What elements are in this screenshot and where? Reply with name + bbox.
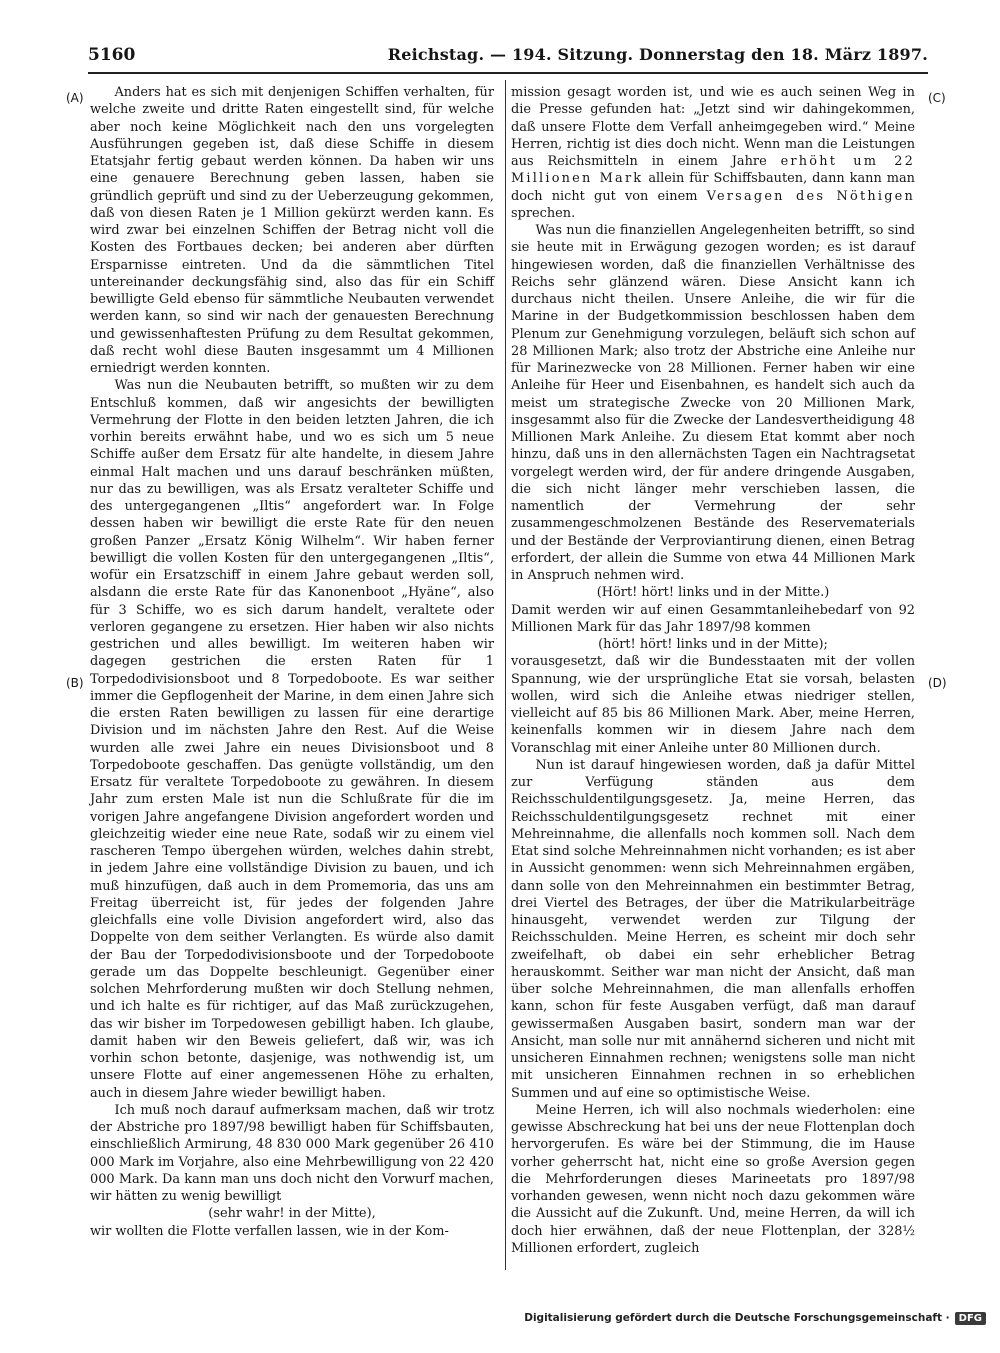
interjection: (hört! hört! links und in der Mitte);: [598, 637, 828, 652]
footer-credit: [524, 1312, 986, 1325]
left-column: [90, 84, 494, 1240]
paragraph: wir wollten die Flotte verfallen lassen, wie in der Kom-: [90, 1223, 449, 1239]
credit-text: Digitalisierung gefördert durch die Deutsche Forschungsgemeinschaft ·: [524, 1312, 950, 1324]
page-number: 5160: [88, 45, 136, 65]
paragraph: [511, 84, 915, 222]
paragraph: Nun ist darauf hingewiesen worden, daß ja dafür Mittel zur Verfügung ständen aus dem Reichsschuldentilgungsgesetz. Ja, meine Herren, das Reichsschuldentilgungsgesetz rechnet mit einer Mehreinnahme, die allenfalls noch kommen soll. Nach dem Etat sind solche Mehreinnahmen nicht vorhanden; es ist aber in Aussicht genommen: wenn sich Mehreinnahmen ergäben, dann solle von den Mehreinnahmen ein bestimmter Betrag, drei Viertel des Betrages, der über die Matrikularbeiträge hinausgeht, verwendet werden zur Tilgung der Reichsschulden. Meine Herren, es scheint mir doch sehr zweifelhaft, ob dabei ein sehr erheblicher Betrag herauskommt. Seither war man nicht der Ansicht, daß man über solche Mehreinnahmen, die man allenfalls erhoffen kann, schon für feste Ausgaben verfügt, daß man darauf gewissermaßen Ausgaben basirt, sondern man war der Ansicht, man solle nur mit annähernd sicheren und nicht mit unsicheren Einnahmen rechnen; wenigstens solle man nicht mit unsicheren Einnahmen rechnen in so erheblichen Summen und auf eine so optimistische Weise.: [511, 757, 916, 1101]
emphasis-text: erhöht um 22 Millionen Mark: [511, 154, 915, 187]
text-run: sprechen.: [511, 205, 576, 221]
dfg-logo: DFG: [955, 1312, 986, 1325]
column-divider: [505, 80, 506, 1270]
page-header: [88, 45, 928, 69]
running-head: Reichstag. — 194. Sitzung. Donnerstag den 18. März 1897.: [387, 45, 928, 64]
emphasis-text: Versagen des Nöthigen: [706, 188, 915, 204]
interjection: (Hört! hört! links und in der Mitte.): [596, 585, 830, 601]
margin-marker-d: (D): [928, 676, 947, 690]
paragraph: vorausgesetzt, daß wir die Bundesstaaten mit der vollen Spannung, wie der ursprüngliche Etat sie vorsah, belasten wollen, wird sich die Anleihe etwas niedriger stellen, vielleicht auf 85 bis 86 Millionen Mark. Aber, meine Herren, keinenfalls kommen wir in diesem Jahre nach dem Voranschlag mit einer Anleihe unter 80 Millionen durch.: [511, 654, 915, 756]
paragraph: Meine Herren, ich will also nochmals wiederholen: eine gewisse Abschreckung hat bei uns der neue Flottenplan doch hervorgerufen. Es wäre bei der Stimmung, die im Hause vorher geherrscht hat, nicht eine so große Aversion gegen die Mehrforderungen dieses Marineetats pro 1897/98 vorhanden gewesen, wenn nicht noch dazu gekommen wäre die Aussicht auf die Zukunft. Und, meine Herren, da will ich doch hier erwähnen, daß der neue Flottenplan, der 328½ Millionen erfordert, zugleich: [511, 1102, 915, 1256]
paragraph: Anders hat es sich mit denjenigen Schiffen verhalten, für welche zweite und dritte Raten eingestellt sind, für welche aber noch keine Möglichkeit nach den uns vorgelegten Ausführungen gegeben ist, daß diese Schiffe in diesem Etatsjahr fertig gebaut werden können. Da haben wir uns eine genauere Berechnung geben lassen, haben sie gründlich geprüft und sind zu der Ueberzeugung gekommen, daß von diesen Raten je 1 Million gekürzt werden kann. Es wird zwar bei einzelnen Schiffen der Betrag nicht voll die Kosten des Fortbaues decken; bei anderen aber dürften Ersparnisse eintreten. Und da die sämmtlichen Titel untereinander deckungsfähig sind, also das für ein Schiff bewilligte Geld ebenso für sämmtliche Neubauten verwendet werden kann, so sind wir nach der genauesten Berechnung und gewissenhaftesten Prüfung zu dem Resultat gekommen, daß recht wohl diese Bauten insgesammt um 4 Millionen erniedrigt werden konnten.: [90, 85, 494, 376]
header-rule: [88, 72, 928, 74]
interjection: (sehr wahr! in der Mitte),: [208, 1206, 376, 1222]
margin-marker-c: (C): [928, 91, 946, 105]
paragraph: Ich muß noch darauf aufmerksam machen, daß wir trotz der Abstriche pro 1897/98 bewilligt haben für Schiffsbauten, einschließlich Armirung, 48 830 000 Mark gegenüber 26 410 000 Mark im Vorjahre, also eine Mehrbewilligung von 22 420 000 Mark. Da kann man uns doch nicht den Vorwurf machen, wir hätten zu wenig bewilligt: [90, 1102, 494, 1204]
paragraph: Was nun die finanziellen Angelegenheiten betrifft, so sind sie heute mit in Erwägung gezogen worden; es ist darauf hingewiesen worden, daß die finanziellen Verhältnisse des Reichs sehr glänzend wären. Diese Ansicht kann ich durchaus nicht theilen. Unsere Anleihe, die wir für die Marine in der Budgetkommission beschlossen haben dem Plenum zur Genehmigung vorzulegen, beläuft sich schon auf 28 Millionen Mark; also trotz der Abstriche eine Anleihe nur für Marinezwecke von 28 Millionen. Ferner haben wir eine Anleihe für Heer und Eisenbahnen, es handelt sich auch da meist um strategische Zwecke von 20 Millionen Mark, insgesammt also für die Zwecke der Landesvertheidigung 48 Millionen Mark Anleihe. Zu diesem Etat kommt aber noch hinzu, daß uns in den allernächsten Tagen ein Nachtragsetat vorgelegt werden wird, der für andere dringende Ausgaben, die sich nicht länger mehr verschieben lassen, die namentlich der Vermehrung der sehr zusammengeschmolzenen Bestände des Reservematerials und der Bestände der Verproviantirung dienen, einen Betrag erfordert, der allein die Summe von etwa 44 Millionen Mark in Anspruch nehmen wird.: [511, 223, 915, 583]
margin-marker-b: (B): [66, 676, 84, 690]
text-run: mission gesagt worden ist, und wie es auch seinen Weg in die Presse gefunden hat: „Jetzt sind wir dahingekommen, daß unsere Flotte dem Verfall anheimgegeben wird.“ Meine Herren, richtig ist dies doch nicht. Wenn man die Leistungen aus Reichsmitteln in einem Jahre: [511, 85, 915, 169]
text-run: allein für Schiffsbauten, dann kann man doch nicht gut von einem: [511, 171, 915, 204]
right-column: [511, 84, 915, 1257]
margin-marker-a: (A): [66, 91, 84, 105]
paragraph: Was nun die Neubauten betrifft, so mußten wir zu dem Entschluß kommen, daß wir angesichts der bewilligten Vermehrung der Flotte in den beiden letzten Jahren, die ich vorhin bereits erwähnt habe, und wo es sich um 5 neue Schiffe außer dem Ersatz für alte handelte, in diesem Jahre einmal Halt machen und uns darauf beschränken müßten, nur das zu bewilligen, was als Ersatz veralteter Schiffe und des untergegangenen „Iltis“ angefordert war. In Folge dessen haben wir bewilligt die erste Rate für den neuen großen Panzer „Ersatz König Wilhelm“. Wir haben ferner bewilligt die vollen Kosten für den untergegangenen „Iltis“, wofür ein Ersatzschiff in einem Jahre gebaut werden soll, alsdann die erste Rate für das Kanonenboot „Hyäne“, also für 3 Schiffe, wo es sich darum handelt, veraltete oder verloren gegangene zu ersetzen. Hier haben wir also nichts gestrichen und alles bewilligt. Im weiteren haben wir dagegen gestrichen die ersten Raten für 1 Torpedodivisionsboot und 8 Torpedoboote. Es war seither immer die Gepflogenheit der Marine, in dem einen Jahre sich die ersten Raten bewilligen zu lassen für eine derartige Division und im nächsten Jahre den Rest. Auf die Weise wurden alle zwei Jahre ein neues Divisionsboot und 8 Torpedoboote geschaffen. Das genügte vollständig, um den Ersatz für veraltete Torpedoboote zu gewähren. In diesem Jahr zum ersten Male ist nun die Schlußrate für die im vorigen Jahre angefangene Division angefordert worden und gleichzeitig wieder eine neue Rate, sodaß wir zu einem viel rascheren Tempo übergehen würden, welches dahin strebt, in jedem Jahre eine vollständige Division zu bauen, und ich muß hinzufügen, daß auch in dem Promemoria, das uns am Freitag überreicht ist, für jedes der folgenden Jahre gleichfalls eine volle Division angefordert wird, also das Doppelte von dem seither Verlangten. Es würde also damit der Bau der Torpedodivisionsboote und der Torpedoboote gerade um das Doppelte beschleunigt. Gegenüber einer solchen Mehrforderung mußten wir doch Stellung nehmen, und ich halte es für richtiger, auf das Maß zurückzugehen, das wir bisher im Torpedowesen gebilligt haben. Ich glaube, damit haben wir den Beweis geliefert, daß wir, was ich vorhin schon betonte, dasjenige, was nothwendig ist, um unsere Flotte auf einer angemessenen Höhe zu erhalten, auch in diesem Jahre wieder bewilligt haben.: [90, 378, 494, 1101]
paragraph: Damit werden wir auf einen Gesammtanleihebedarf von 92 Millionen Mark für das Jahr 1897/98 kommen: [511, 602, 915, 635]
